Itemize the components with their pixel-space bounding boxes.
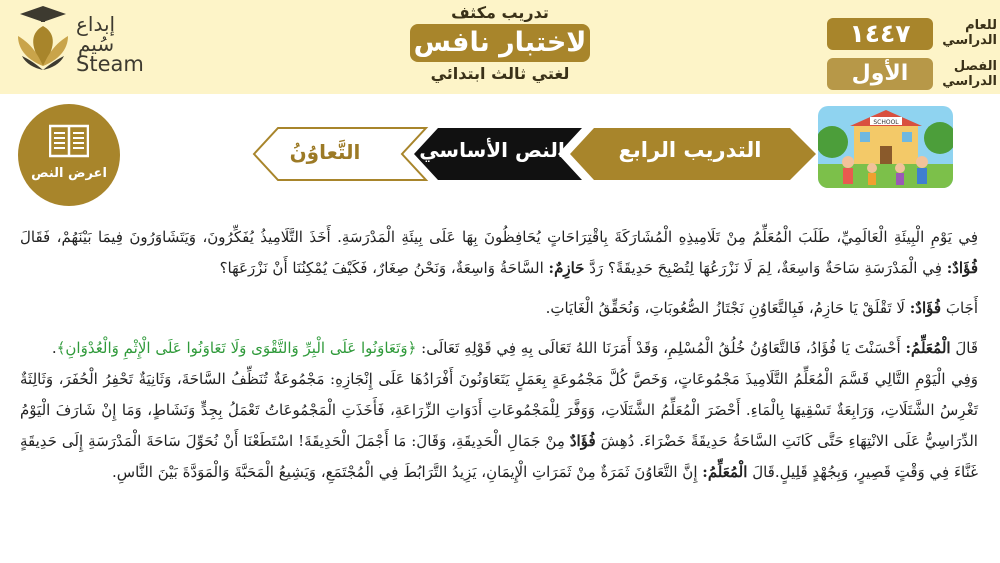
passage-text: أَحْسَنْتَ يَا فُؤَادُ، فَالتَّعَاوُنُ خُلُقُ الْمُسْلِمِ، وَقَدْ أَمَرَنَا اللهُ تَعَالَى بِهِ فِي قَوْلِهِ تَعَالَى: (421, 339, 901, 357)
title-subject: لغتي ثالث ابتدائي (430, 64, 570, 83)
reading-passage (20, 222, 978, 488)
speaker-name: الْمُعَلِّمُ: (702, 463, 748, 481)
year-value: ١٤٤٧ (827, 18, 933, 50)
header-banner (0, 0, 1000, 94)
speaker-name: فُؤَادٌ: (946, 259, 978, 277)
speaker-name: حَازِمٌ: (548, 259, 585, 277)
passage-paragraph-1 (20, 222, 978, 284)
show-text-button[interactable] (18, 104, 120, 206)
speaker-name: فُؤَادٌ (569, 432, 596, 450)
passage-text: فِي يَوْمِ الْبِيئَةِ الْعَالَمِيِّ، طَلَبَ الْمُعَلِّمُ مِنْ تَلَامِيذِهِ الْمُشَارَكَةَ بِاقْتِرَاحَاتٍ يُحَافِظُونَ بِهَا عَلَى بِيئَةِ الْمَدْرَسَةِ. أَخَذَ التَّلَامِيذُ يُفَكِّرُونَ، وَيَتَشَاوَرُونَ فِيمَا بَيْنَهُمْ، فَقَالَ (20, 228, 978, 246)
title-main: لاختبار نافس (410, 24, 590, 62)
semester-label-line1: الفصل (953, 59, 997, 74)
semester-value: الأول (827, 58, 933, 90)
show-text-label: اعرض النص (31, 166, 107, 181)
tab-topic[interactable]: التَّعاوُنُ (289, 140, 361, 164)
semester-label (937, 59, 997, 89)
passage-text: السَّاحَةُ وَاسِعَةٌ، وَنَحْنُ صِغَارٌ، فَكَيْفَ يُمْكِنُنَا أَنْ نَزْرَعَهَا؟ (219, 259, 544, 277)
title-top: تدريب مكثف (451, 3, 549, 22)
passage-text: فِي الْمَدْرَسَةِ سَاحَةٌ وَاسِعَةٌ، لِمَ لَا نَزْرَعُهَا لِتُصْبِحَ حَدِيقَةً؟ رَدَّ (589, 259, 942, 277)
open-book-icon (49, 124, 89, 158)
passage-paragraph-4 (20, 364, 978, 488)
speaker-name: الْمُعَلِّمُ: (905, 339, 951, 357)
passage-text: مِنْ جَمَالِ الْحَدِيقَةِ، وَقَالَ: مَا أَجْمَلَ الْحَدِيقَةَ! اسْتَطَعْنَا أَنْ نُحَوِّلَ سَاحَةَ الْمَدْرَسَةِ إِلَى حَدِيقَةٍ غَنَّاءَ فِي وَقْتٍ قَصِيرٍ، وَبِجُهْدٍ قَلِيلٍ.قَالَ (20, 432, 978, 481)
steam-logo-icon (14, 6, 72, 78)
passage-text: لَا تَقْلَقْ يَا حَازِمُ، فَبِالتَّعَاوُنِ نَجْتَازُ الصُّعُوبَاتِ، وَنُحَقِّقُ الْغَايَاتِ. (545, 299, 905, 317)
passage-paragraph-3 (20, 333, 978, 364)
academic-year-badge (827, 18, 997, 52)
school-sign-text: SCHOOL (873, 119, 899, 126)
passage-text: وَفِي الْيَوْمِ التَّالِي قَسَّمَ الْمُعَلِّمُ التَّلَامِيذَ مَجْمُوعَاتٍ، وَخَصَّ كُلَّ مَجْمُوعَةٍ بِعَمَلٍ يَتَعَاوَنُونَ أَفْرَادُهَا عَلَى إِنْجَازِهِ: مَجْمُوعَةٌ تُنَظِّفُ السَّاحَةَ، وَثَانِيَةٌ تَحْفِرُ الْحُفَرَ، وَثَالِثَةٌ تَغْرِسُ الشَّتَلَاتِ، وَرَابِعَةٌ تَسْقِيهَا بِالْمَاءِ. أَحْضَرَ الْمُعَلِّمُ الشَّتَلَاتِ، وَوَفَّرَ لِلْمَجْمُوعَاتِ أَدَوَاتِ الزِّرَاعَةِ، فَأَخَذَتِ الْمَجْمُوعَاتُ تَعْمَلُ بِجِدٍّ وَنَشَاطٍ، وَمَا إِنْ شَارَفَ الْيَوْمُ الدِّرَاسِيُّ عَلَى الانْتِهَاءِ حَتَّى كَانَتِ السَّاحَةُ حَدِيقَةً خَضْرَاءَ. دُهِشَ (20, 370, 978, 450)
tab-training[interactable]: التدريب الرابع (618, 138, 762, 162)
year-label (937, 18, 997, 48)
logo-arabic-line1: إبداع (76, 12, 116, 36)
school-illustration (818, 106, 953, 188)
year-label-line2: الدراسي (942, 33, 997, 48)
quran-verse: ﴿وَتَعَاوَنُوا عَلَى الْبِرِّ وَالتَّقْوَى وَلَا تَعَاوَنُوا عَلَى الْإِثْمِ وَالْعُدْوَانِ﴾ (56, 339, 417, 357)
tab-basic-text[interactable]: النص الأساسي (419, 138, 565, 162)
logo-arabic-line2: سُيم (78, 32, 115, 56)
logo-brand-name: Steam (76, 52, 144, 76)
speaker-name: فُؤَادٌ: (909, 299, 942, 317)
brand-logo (14, 4, 144, 80)
passage-paragraph-2 (20, 293, 978, 324)
school-scene-image (818, 106, 953, 188)
semester-label-line2: الدراسي (942, 74, 997, 89)
year-label-line1: للعام (965, 18, 997, 33)
passage-text: . (51, 339, 57, 357)
header-title-block (405, 3, 595, 83)
semester-badge (827, 58, 997, 92)
passage-text: أَجَابَ (945, 299, 978, 317)
passage-text: قَالَ (955, 339, 978, 357)
passage-text: إِنَّ التَّعَاوُنَ ثَمَرَةٌ مِنْ ثَمَرَاتِ الْإِيمَانِ، يَزِيدُ التَّرَابُطَ فِي الْمُجْتَمَعِ، وَيَشِيعُ الْمَحَبَّةَ وَالْمَوَدَّةَ بَيْنَ النَّاسِ. (112, 463, 698, 481)
